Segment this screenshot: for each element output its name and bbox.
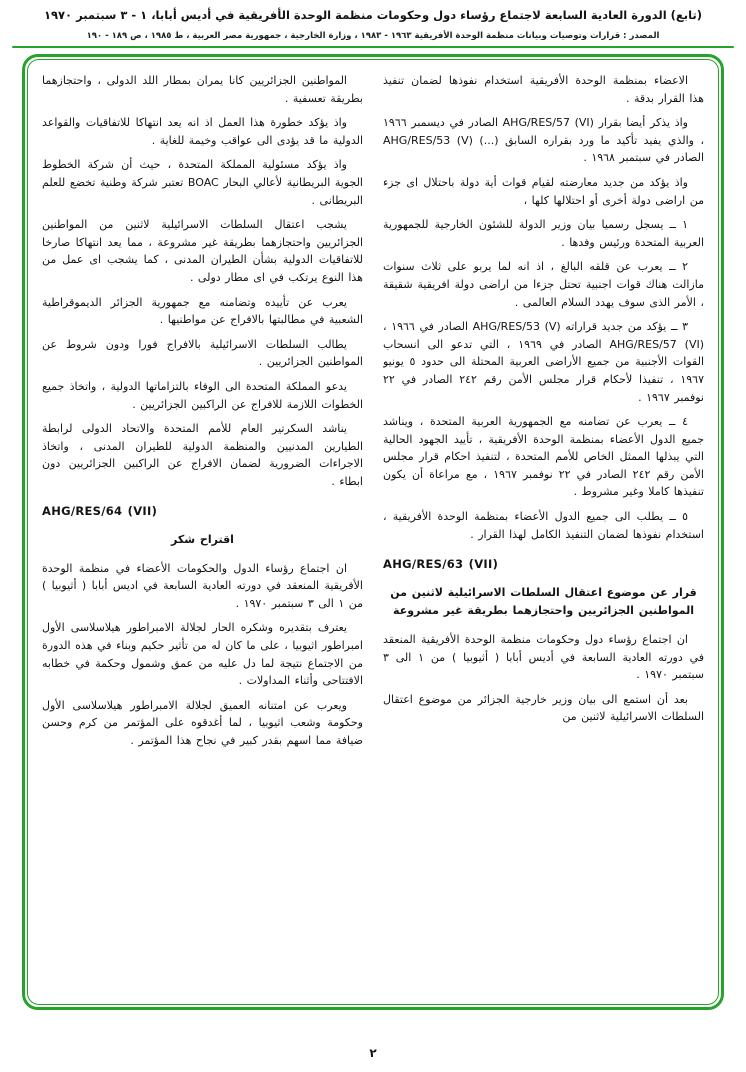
paragraph: ٤ ــ يعرب عن تضامنه مع الجمهورية العربية المتحدة ، ويناشد جميع الدول الأعضاء بمنظمة الوحدة الأفريقية ، تأييد الجهود الحالية التي يبذلها الممثل الخاص للأمم المتحدة ، لتنفيذ احكام قرار مجلس الأمن رقم ٢٤٢ الصادر في ٢٢ نوفمبر ١٩٦٧ ، مع مراعاة أن يكون تنفيذها كاملا وغير مشروط . (383, 415, 704, 499)
paragraph: ان اجتماع رؤساء الدول والحكومات الأعضاء في منظمة الوحدة الأفريقية المنعقد في دورته العادية السابعة في اديس أبابا ( أثيوبيا ) من ١ الى ٣ سبتمبر ١٩٧٠ . (42, 561, 363, 610)
paragraph: واذ يؤكد مسئولية المملكة المتحدة ، حيث أن شركة الخطوط الجوية البريطانية لأعالي البحار BOAC تعتبر شركة وطنية تخضع للعلم البريطانى . (42, 158, 363, 207)
source-citation: المصدر : قرارات وتوصيات وبيانات منظمة الوحدة الأفريقية ١٩٦٣ - ١٩٨٣ ، وزارة الخارجية ، جمهورية مصر العربية ، ط ١٩٨٥ ، ص ١٨٩ - ١٩٠ (86, 31, 660, 41)
section-heading: اقتراح شكر (171, 532, 234, 546)
paragraph: واذ يؤكد خطورة هذا العمل اذ انه يعد انتهاكا للاتفاقيات والقواعد الدولية ما قد يؤدى الى عواقب وخيمة للغاية . (42, 116, 363, 147)
paragraph: يشجب اعتقال السلطات الاسرائيلية لاثنين من المواطنين الجزائريين واحتجازهما بطريقة غير مشروعة ، مما يعد انتهاكا صارخا للاتفاقيات الدولية بشأن الطيران المدنى ، كما يشجب اى عمل من هذا النوع يرتكب في اى مطار دولى . (42, 218, 363, 284)
paragraph: يطالب السلطات الاسرائيلية بالافراج فورا ودون شروط عن المواطنين الجزائريين . (42, 337, 363, 369)
paragraph: ٥ ــ يطلب الى جميع الدول الأعضاء بمنظمة الوحدة الأفريقية ، استخدام نفوذها لضمان التنفيذ الكامل لهذا القرار . (383, 510, 704, 541)
column-left (42, 72, 363, 996)
document-title: (تابع) الدورة العادية السابعة لاجتماع رؤساء دول وحكومات منظمة الوحدة الأفريقية في أديس أبابا، ١ - ٣ سبتمبر ١٩٧٠ (44, 8, 702, 22)
section-heading: قرار عن موضوع اعتقال السلطات الاسرائيلية لاثنين من المواطنين الجزائريين واحتجازهما بطريقة غير مشروعة (390, 585, 697, 618)
paragraph: بعد أن استمع الى بيان وزير خارجية الجزائر من موضوع اعتقال السلطات الاسرائيلية لاثنين من (383, 692, 704, 724)
paragraph: ويعرب عن امتنانه العميق لجلالة الامبراطور هيلاسلاسى الأول وحكومة وشعب اثيوبيا ، لما أغدقوه على المؤتمر من كرم وحسن ضيافة مما اسهم بقدر كبير في نجاح هذا المؤتمر . (42, 698, 363, 747)
green-border-frame (22, 54, 724, 1010)
paragraph: ١ ــ يسجل رسميا بيان وزير الدولة للشئون الخارجية للجمهورية العربية المتحدة ورئيس وفدها . (383, 218, 704, 249)
paragraph: ٣ ــ يؤكد من جديد قراراته AHG/RES/53 (V) الصادر في ١٩٦٦ ، AHG/RES/57 (VI) الصادر في ١٩٦٩ ، التي تدعو الى انسحاب القوات الأجنبية من جميع الأراضى العربية المحتلة الى حدود ٥ يونيو ١٩٦٧ ، تنفيذا لأحكام قرار مجلس الأمن رقم ٢٤٢ الصادر في ٢٢ نوفمبر ١٩٦٧ . (383, 320, 704, 404)
green-border-frame-inner (27, 59, 719, 1005)
paragraph: يناشد السكرتير العام للأمم المتحدة والاتحاد الدولى لرابطة الطيارين المدنيين والمنظمة الدولية للطيران المدنى ، واتخاذ الاجراءات الضرورية لضمان الافراج عن الراكبين الجزائريين دون ابطاء . (42, 422, 363, 488)
paragraph: يعرب عن تأييده وتضامنه مع جمهورية الجزائر الديموقراطية الشعبية في مطالبتها بالافراج عن مواطنيها . (42, 295, 363, 327)
paragraph: يعترف بتقديره وشكره الحار لجلالة الامبراطور هيلاسلاسى الأول امبراطور اثيوبيا ، على ما كان له من تأثير حكيم وبناء في هذه الدورة من الاجتماع نتيجة لما دل عليه من عمق وشمول وحكمة في خطابه الافتتاحى وأثناء المداولات . (42, 621, 363, 688)
paragraph: واذ يؤكد من جديد معارضته لقيام قوات أية دولة باحتلال اى جزء من اراضى دولة أخرى أو احتلالها كلها ، (383, 175, 704, 207)
paragraph: المواطنين الجزائريين كانا يمران بمطار اللد الدولى ، واحتجازهما بطريقة تعسفية . (42, 74, 363, 105)
paragraph: الاعضاء بمنظمة الوحدة الأفريقية استخدام نفوذها لضمان تنفيذ هذا القرار بدقة . (383, 74, 704, 105)
two-column-text-area (42, 72, 704, 996)
header-divider (12, 46, 734, 48)
column-right (383, 72, 704, 996)
paragraph: ان اجتماع رؤساء دول وحكومات منظمة الوحدة الأفريقية المنعقد في دورته العادية السابعة في أديس أبابا ( أثيوبيا ) من ١ الى ٣ سبتمبر ١٩٧٠ . (383, 633, 704, 682)
paragraph: يدعو المملكة المتحدة الى الوفاء بالتزاماتها الدولية ، واتخاذ جميع الخطوات اللازمة للافراج عن الراكبين الجزائريين . (42, 379, 363, 411)
resolution-code: AHG/RES/63 (VII) (383, 557, 499, 572)
paragraph: واذ يذكر أيضا بقرار AHG/RES/57 (VI) الصادر في ديسمبر ١٩٦٦ ، والذي يفيد تأكيد ما ورد بقراره السابق (...) AHG/RES/53 (V) الصادر في سبتمبر ١٩٦٨ . (383, 116, 704, 165)
paragraph: ٢ ــ يعرب عن قلقه البالغ ، اذ انه لما يربو على ثلاث سنوات مازالت هناك قوات اجنبية تحتل جزءا من اراضى دولة افريقية شقيقة ، الأمر الذى سوف يهدد السلام العالمى . (383, 260, 704, 309)
page-number: ٢ (369, 1046, 377, 1060)
resolution-code: AHG/RES/64 (VII) (42, 504, 158, 519)
